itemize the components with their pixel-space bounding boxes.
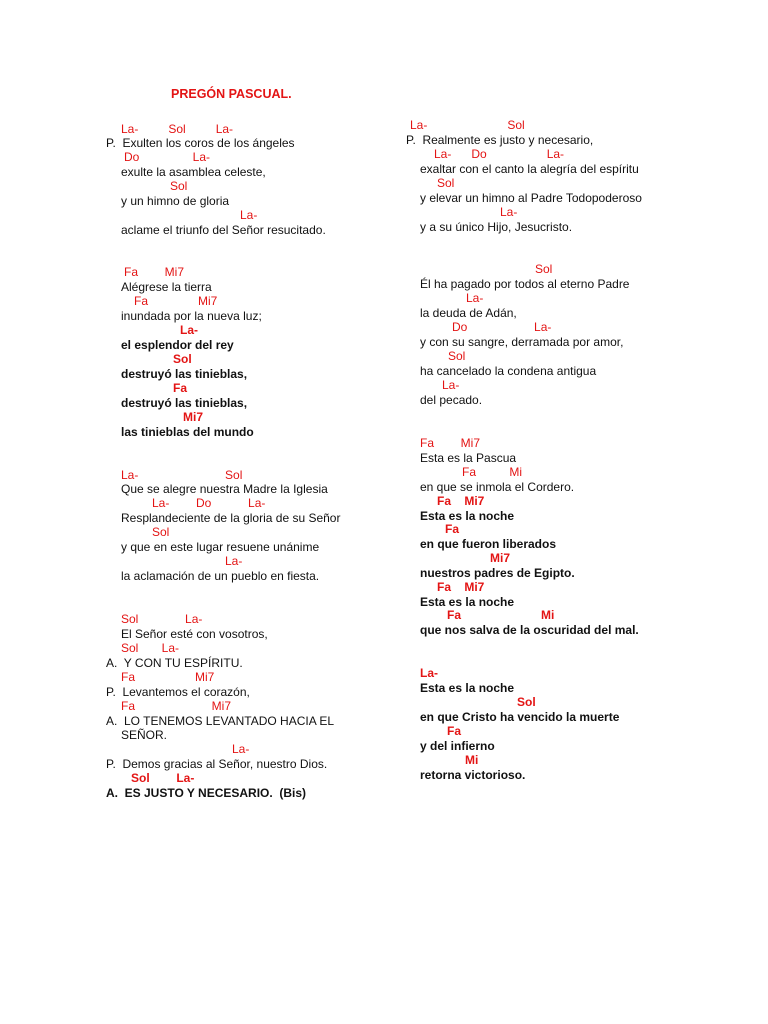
lyric-line: Esta es la Pascua [420, 451, 517, 465]
chord-line: Sol [448, 349, 466, 363]
chord-line: Sol La- [121, 641, 180, 655]
song-title: PREGÓN PASCUAL. [171, 87, 292, 101]
lyric-line: que nos salva de la oscuridad del mal. [420, 623, 639, 637]
chord-line: Do La- [124, 150, 211, 164]
lyric-line: las tinieblas del mundo [121, 425, 254, 439]
lyric-line: ha cancelado la condena antigua [420, 364, 597, 378]
lyric-line: retorna victorioso. [420, 768, 526, 782]
chord-line: Fa Mi7 [121, 670, 215, 684]
lyric-line: y del infierno [420, 739, 495, 753]
chord-line: Do La- [452, 320, 552, 334]
chord-line: Fa Mi7 [437, 580, 485, 594]
lyric-line: aclame el triunfo del Señor resucitado. [121, 223, 326, 237]
lyric-line: el esplendor del rey [121, 338, 234, 352]
lyric-line: la deuda de Adán, [420, 306, 517, 320]
lyric-line: Esta es la noche [420, 509, 515, 523]
chord-line: La- Sol [410, 118, 525, 132]
lyric-line: y a su único Hijo, Jesucristo. [420, 220, 573, 234]
chord-line: La- [232, 742, 250, 756]
chord-line: Fa Mi7 [437, 494, 485, 508]
chord-line: La- [442, 378, 460, 392]
chord-line: Mi [465, 753, 479, 767]
lyric-line: en que fueron liberados [420, 537, 557, 551]
lyric-line: P. Levantemos el corazón, [106, 685, 250, 699]
chord-line: Fa [447, 724, 462, 738]
lyric-line: exaltar con el canto la alegría del espíritu [420, 162, 639, 176]
lyric-line: Que se alegre nuestra Madre la Iglesia [121, 482, 328, 496]
chord-line: Sol [535, 262, 553, 276]
chord-line: Sol La- [121, 612, 203, 626]
lyric-line: A. Y CON TU ESPÍRITU. [106, 656, 243, 670]
lyric-line: en que se inmola el Cordero. [420, 480, 575, 494]
chord-line: Fa Mi7 [124, 265, 185, 279]
lyric-line: SEÑOR. [121, 728, 168, 742]
chord-line: La- [225, 554, 243, 568]
lyric-line: y con su sangre, derramada por amor, [420, 335, 624, 349]
lyric-line: destruyó las tinieblas, [121, 367, 248, 381]
lyric-line: A. ES JUSTO Y NECESARIO. (Bis) [106, 786, 307, 800]
lyric-line: P. Realmente es justo y necesario, [406, 133, 594, 147]
lyric-line: del pecado. [420, 393, 483, 407]
lyric-line: y un himno de gloria [121, 194, 230, 208]
lyric-line: Esta es la noche [420, 595, 515, 609]
lyric-line: Alégrese la tierra [121, 280, 212, 294]
lyric-line: y elevar un himno al Padre Todopoderoso [420, 191, 642, 205]
chord-line: La- Sol [121, 468, 243, 482]
chord-line: La- [240, 208, 258, 222]
chord-line: Sol La- [131, 771, 195, 785]
chord-line: Fa [445, 522, 460, 536]
chord-line: Fa Mi [462, 465, 523, 479]
chord-line: Sol [170, 179, 188, 193]
lyric-line: inundada por la nueva luz; [121, 309, 262, 323]
chord-line: Fa Mi7 [420, 436, 481, 450]
chord-line: Mi7 [490, 551, 511, 565]
chord-line: La- Do La- [152, 496, 266, 510]
chord-line: Sol [517, 695, 536, 709]
lyric-line: Esta es la noche [420, 681, 515, 695]
lyric-line: El Señor esté con vosotros, [121, 627, 268, 641]
lyric-line: destruyó las tinieblas, [121, 396, 248, 410]
lyric-line: Resplandeciente de la gloria de su Señor [121, 511, 341, 525]
chord-line: La- Do La- [434, 147, 565, 161]
chord-line: La- [500, 205, 518, 219]
lyric-line: nuestros padres de Egipto. [420, 566, 575, 580]
chord-line: La- [466, 291, 484, 305]
chord-line: Sol [437, 176, 455, 190]
lyric-line: P. Demos gracias al Señor, nuestro Dios. [106, 757, 328, 771]
chord-line: La- Sol La- [121, 122, 234, 136]
lyric-line: P. Exulten los coros de los ángeles [106, 136, 295, 150]
lyric-line: exulte la asamblea celeste, [121, 165, 266, 179]
lyric-line: A. LO TENEMOS LEVANTADO HACIA EL [106, 714, 335, 728]
lyric-line: y que en este lugar resuene unánime [121, 540, 320, 554]
lyric-line: Él ha pagado por todos al eterno Padre [420, 277, 630, 291]
lyric-line: la aclamación de un pueblo en fiesta. [121, 569, 320, 583]
chord-line: Sol [173, 352, 192, 366]
chord-line: Fa Mi7 [121, 699, 232, 713]
chord-line: Mi7 [183, 410, 204, 424]
chord-line: Fa Mi7 [134, 294, 218, 308]
chord-line: Sol [152, 525, 170, 539]
lyric-line: en que Cristo ha vencido la muerte [420, 710, 620, 724]
chord-line: La- [180, 323, 198, 337]
chord-line: La- [420, 666, 438, 680]
chord-line: Fa [173, 381, 188, 395]
chord-line: Fa Mi [447, 608, 555, 622]
